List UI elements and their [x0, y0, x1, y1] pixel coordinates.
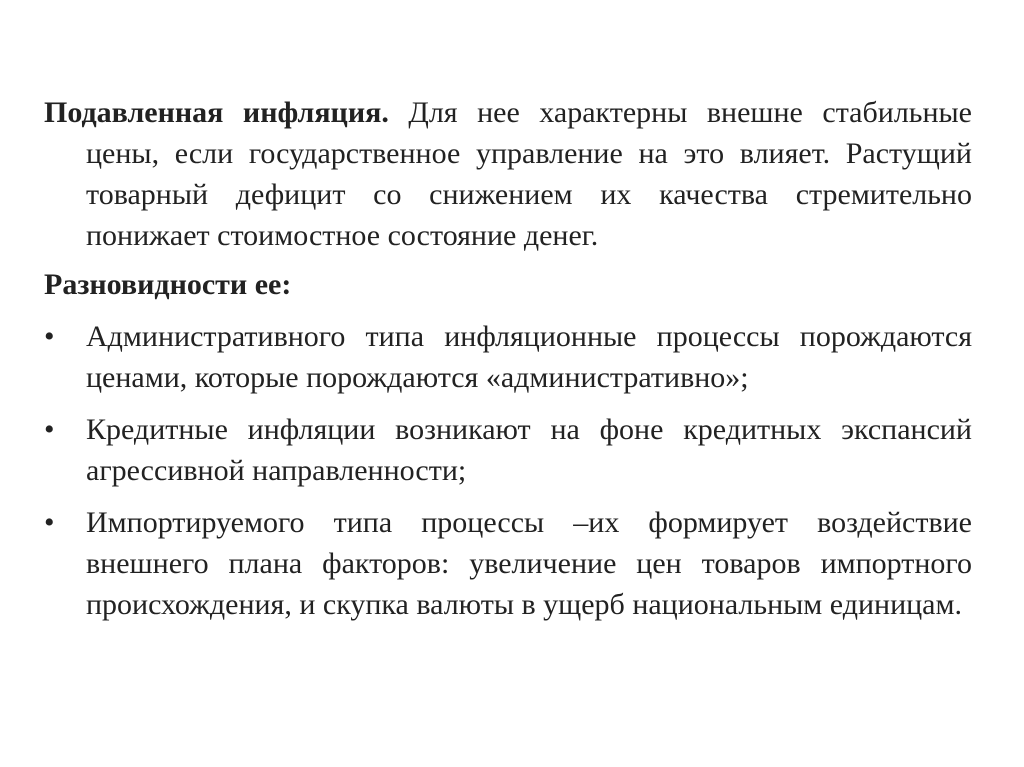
- list-item-text: Административного типа инфляционные процессы порождаются ценами, которые порождаются «административно»;: [86, 320, 972, 394]
- list-item: [44, 316, 972, 398]
- slide-body: [44, 92, 972, 636]
- bullet-icon: •: [44, 413, 55, 446]
- intro-term: Подавленная инфляция.: [44, 96, 389, 129]
- bullet-icon: •: [44, 320, 55, 353]
- bullet-icon: •: [44, 506, 55, 539]
- section-heading: Разновидности ее:: [44, 268, 292, 301]
- list-item: [44, 502, 972, 625]
- intro-paragraph: [44, 92, 972, 256]
- intro-text: Для нее характерны внешне стабильные цены, если государственное управление на это влияет. Растущий товарный дефицит со снижением их качества стремительно понижает стоимостное состояние денег.: [86, 96, 972, 252]
- list-item-text: Кредитные инфляции возникают на фоне кредитных экспансий агрессивной направленности;: [86, 413, 972, 487]
- list-item: [44, 409, 972, 491]
- list-item-text: Импортируемого типа процессы –их формирует воздействие внешнего плана факторов: увеличение цен товаров импортного происхождения, и скупка валюты в ущерб национальным единицам.: [86, 506, 972, 621]
